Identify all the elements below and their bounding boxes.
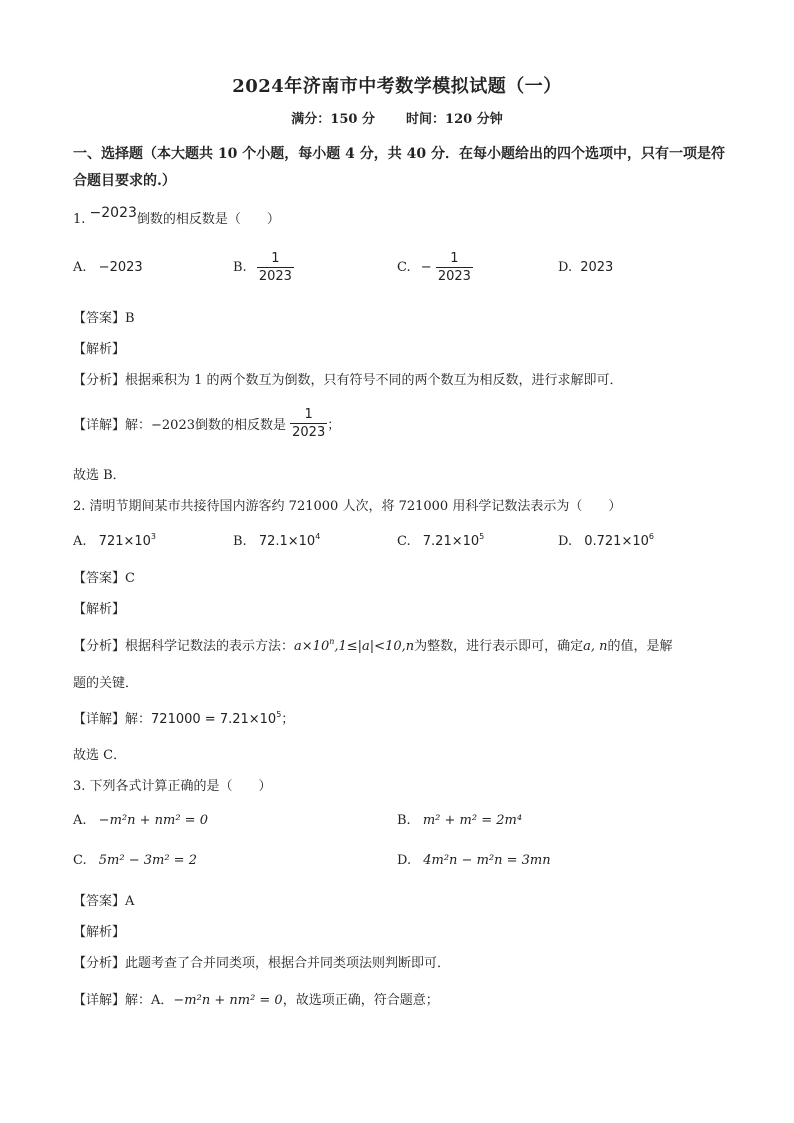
- q1-analysis-label: 【解析】: [73, 342, 126, 357]
- q3-option-b: B. m² + m² = 2m⁴: [397, 813, 523, 828]
- q2-option-b: B. $72.1\times 10^4$: [233, 532, 321, 549]
- q1-math: −2023: [89, 205, 137, 221]
- section-heading: 一、选择题（本大题共 10 个小题，每小题 4 分，共 40 分．在每小题给出的四个选项中，只有一项是符合题目要求的.）: [73, 146, 725, 189]
- q3-analysis-label: 【解析】: [73, 925, 126, 940]
- exam-time: 时间：120 分钟: [406, 112, 503, 127]
- q2-answer: 【答案】C: [73, 571, 135, 586]
- q1-option-a: A. −2023: [73, 260, 143, 275]
- q3-option-c: C. 5m² − 3m² = 2: [73, 853, 197, 868]
- question-1-stem: 1. −2023倒数的相反数是（ ）: [73, 205, 280, 227]
- q1-answer: 【答案】B: [73, 311, 135, 326]
- q3-detail: 【详解】解：A．−m²n + nm² = 0，故选项正确，符合题意；: [73, 993, 439, 1008]
- question-2-stem: 2. 清明节期间某市共接待国内游客约 721000 人次，将 721000 用科学记数法表示为（ ）: [73, 499, 622, 514]
- q3-answer: 【答案】A: [73, 894, 135, 909]
- q3-option-a: A. −m²n + nm² = 0: [73, 813, 208, 828]
- page-title: 2024年济南市中考数学模拟试题（一）: [232, 76, 562, 97]
- full-score: 满分：150 分: [291, 112, 375, 127]
- q1-option-d: D. 2023: [558, 260, 614, 275]
- q2-option-a: A. $721\times 10^3$: [73, 532, 157, 549]
- q2-fenxi: 【分析】根据科学记数法的表示方法：$a\times 10^n,1\le|a|<10,n$为整数，进行表示即可，确定a, n的值，是解: [73, 637, 673, 654]
- q1-fenxi: 【分析】根据乘积为 1 的两个数互为倒数，只有符号不同的两个数互为相反数，进行求解即可．: [73, 373, 623, 388]
- q1-detail: 【详解】解：−2023倒数的相反数是 $\frac{1}{2023}$ ；: [73, 407, 341, 440]
- q2-analysis-label: 【解析】: [73, 602, 126, 617]
- q3-fenxi: 【分析】此题考查了合并同类项，根据合并同类项法则判断即可．: [73, 956, 451, 971]
- q2-fenxi-line2: 题的关键．: [73, 676, 139, 691]
- q1-conclusion: 故选 B．: [73, 468, 126, 483]
- exam-info: [0, 108, 794, 127]
- q1-option-b: B. $\frac{1}{2023}$: [233, 251, 292, 284]
- q1-option-c: C. − $\frac{1}{2023}$: [397, 251, 471, 284]
- question-3-stem: 3. 下列各式计算正确的是（ ）: [73, 779, 272, 794]
- q2-detail: 【详解】解：$721000 = 7.21\times 10^5$；: [73, 710, 295, 727]
- q2-option-d: D. $0.721\times 10^6$: [558, 532, 654, 549]
- q3-option-d: D. 4m²n − m²n = 3mn: [397, 853, 551, 868]
- q2-conclusion: 故选 C．: [73, 748, 127, 763]
- q2-option-c: C. $7.21\times 10^5$: [397, 532, 485, 549]
